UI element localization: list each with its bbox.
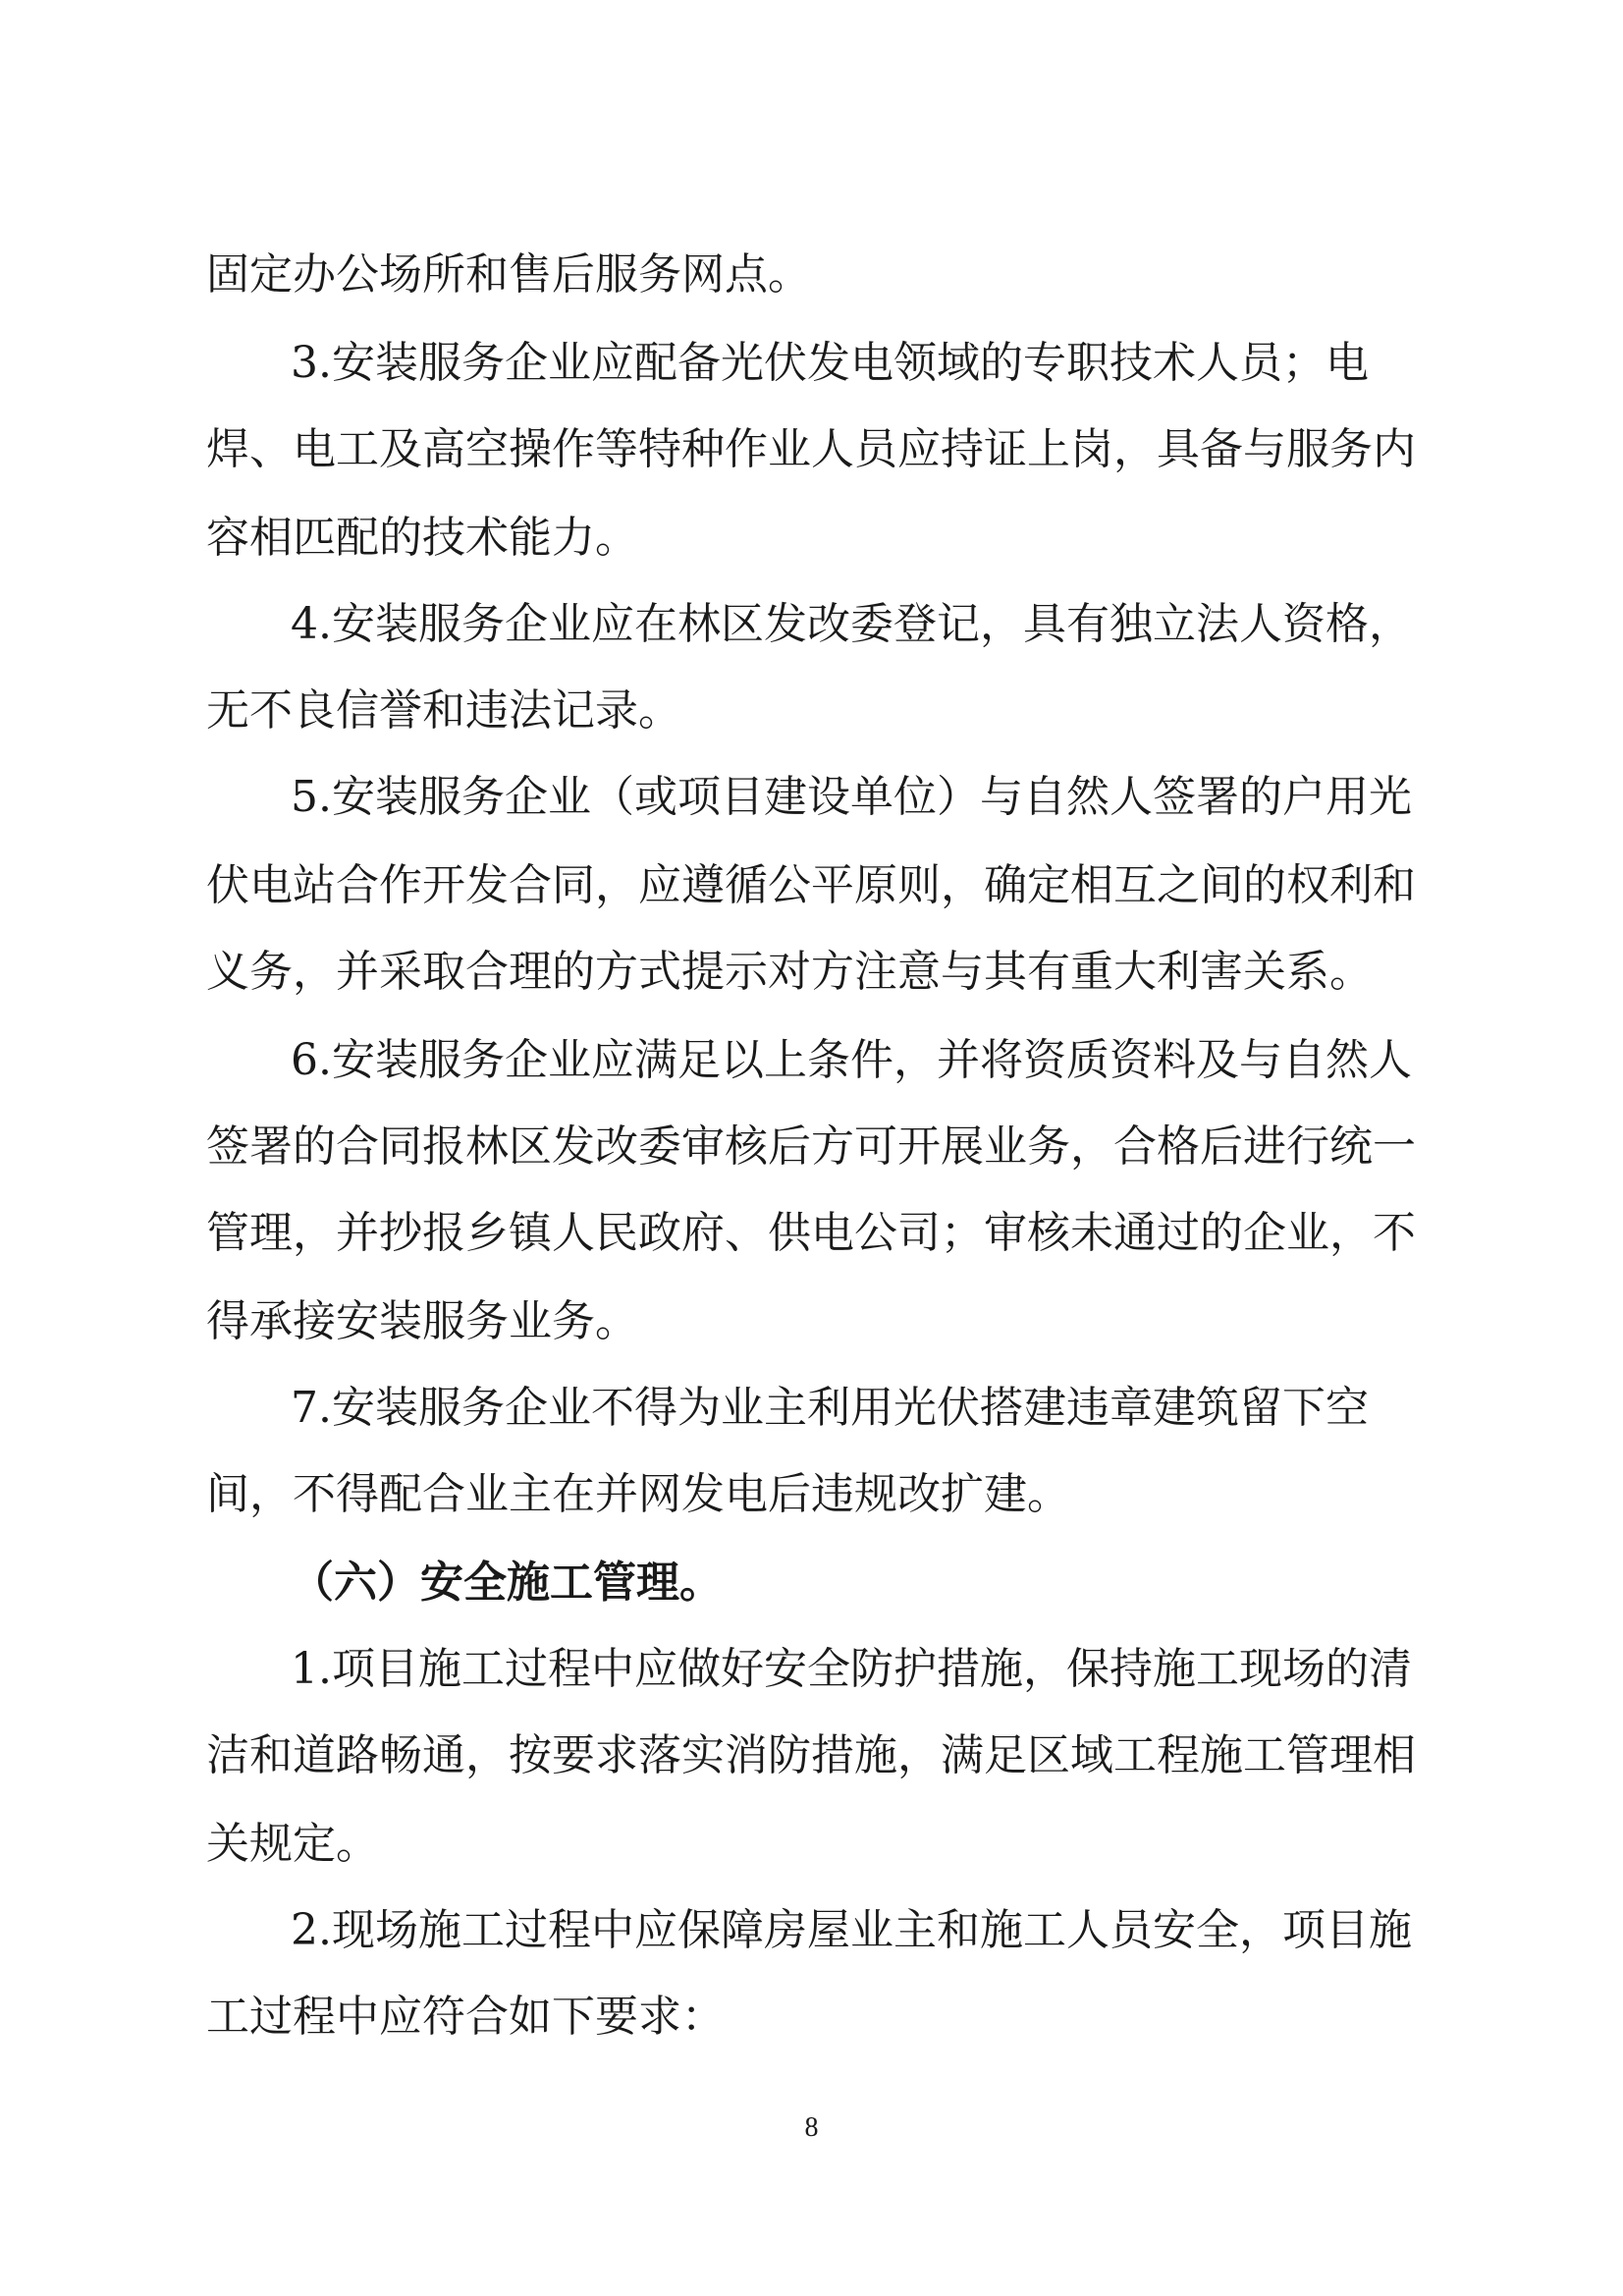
text-line: 5.安装服务企业（或项目建设单位）与自然人签署的户用光: [291, 772, 1412, 822]
text-line: 6.安装服务企业应满足以上条件，并将资质资料及与自然人: [291, 1035, 1412, 1085]
text-line: 3.安装服务企业应配备光伏发电领域的专职技术人员；电: [291, 338, 1369, 388]
text-line: 关规定。: [206, 1819, 379, 1869]
text-line: 工过程中应符合如下要求：: [206, 1992, 725, 2042]
text-line: 焊、电工及高空操作等特种作业人员应持证上岗，具备与服务内: [206, 424, 1416, 474]
text-line: 伏电站合作开发合同，应遵循公平原则，确定相互之间的权利和: [206, 860, 1416, 910]
text-line: 4.安装服务企业应在林区发改委登记，具有独立法人资格，: [291, 599, 1412, 649]
text-line: 2.现场施工过程中应保障房屋业主和施工人员安全，项目施: [291, 1905, 1412, 1955]
section-heading: （六）安全施工管理。: [291, 1558, 723, 1608]
text-line: 签署的合同报林区发改委审核后方可开展业务，合格后进行统一: [206, 1121, 1416, 1172]
text-line: 间，不得配合业主在并网发电后违规改扩建。: [206, 1469, 1070, 1519]
text-line: 义务，并采取合理的方式提示对方注意与其有重大利害关系。: [206, 947, 1373, 997]
text-line: 得承接安装服务业务。: [206, 1296, 638, 1346]
text-line: 容相匹配的技术能力。: [206, 513, 638, 563]
text-line: 7.安装服务企业不得为业主利用光伏搭建违章建筑留下空: [291, 1383, 1369, 1433]
page-number: 8: [804, 2112, 819, 2143]
text-line: 固定办公场所和售后服务网点。: [206, 249, 811, 300]
text-line: 洁和道路畅通，按要求落实消防措施，满足区域工程施工管理相: [206, 1730, 1416, 1780]
text-line: 1.项目施工过程中应做好安全防护措施，保持施工现场的清: [291, 1644, 1412, 1694]
text-line: 无不良信誉和违法记录。: [206, 685, 681, 736]
text-line: 管理，并抄报乡镇人民政府、供电公司；审核未通过的企业，不: [206, 1208, 1416, 1258]
